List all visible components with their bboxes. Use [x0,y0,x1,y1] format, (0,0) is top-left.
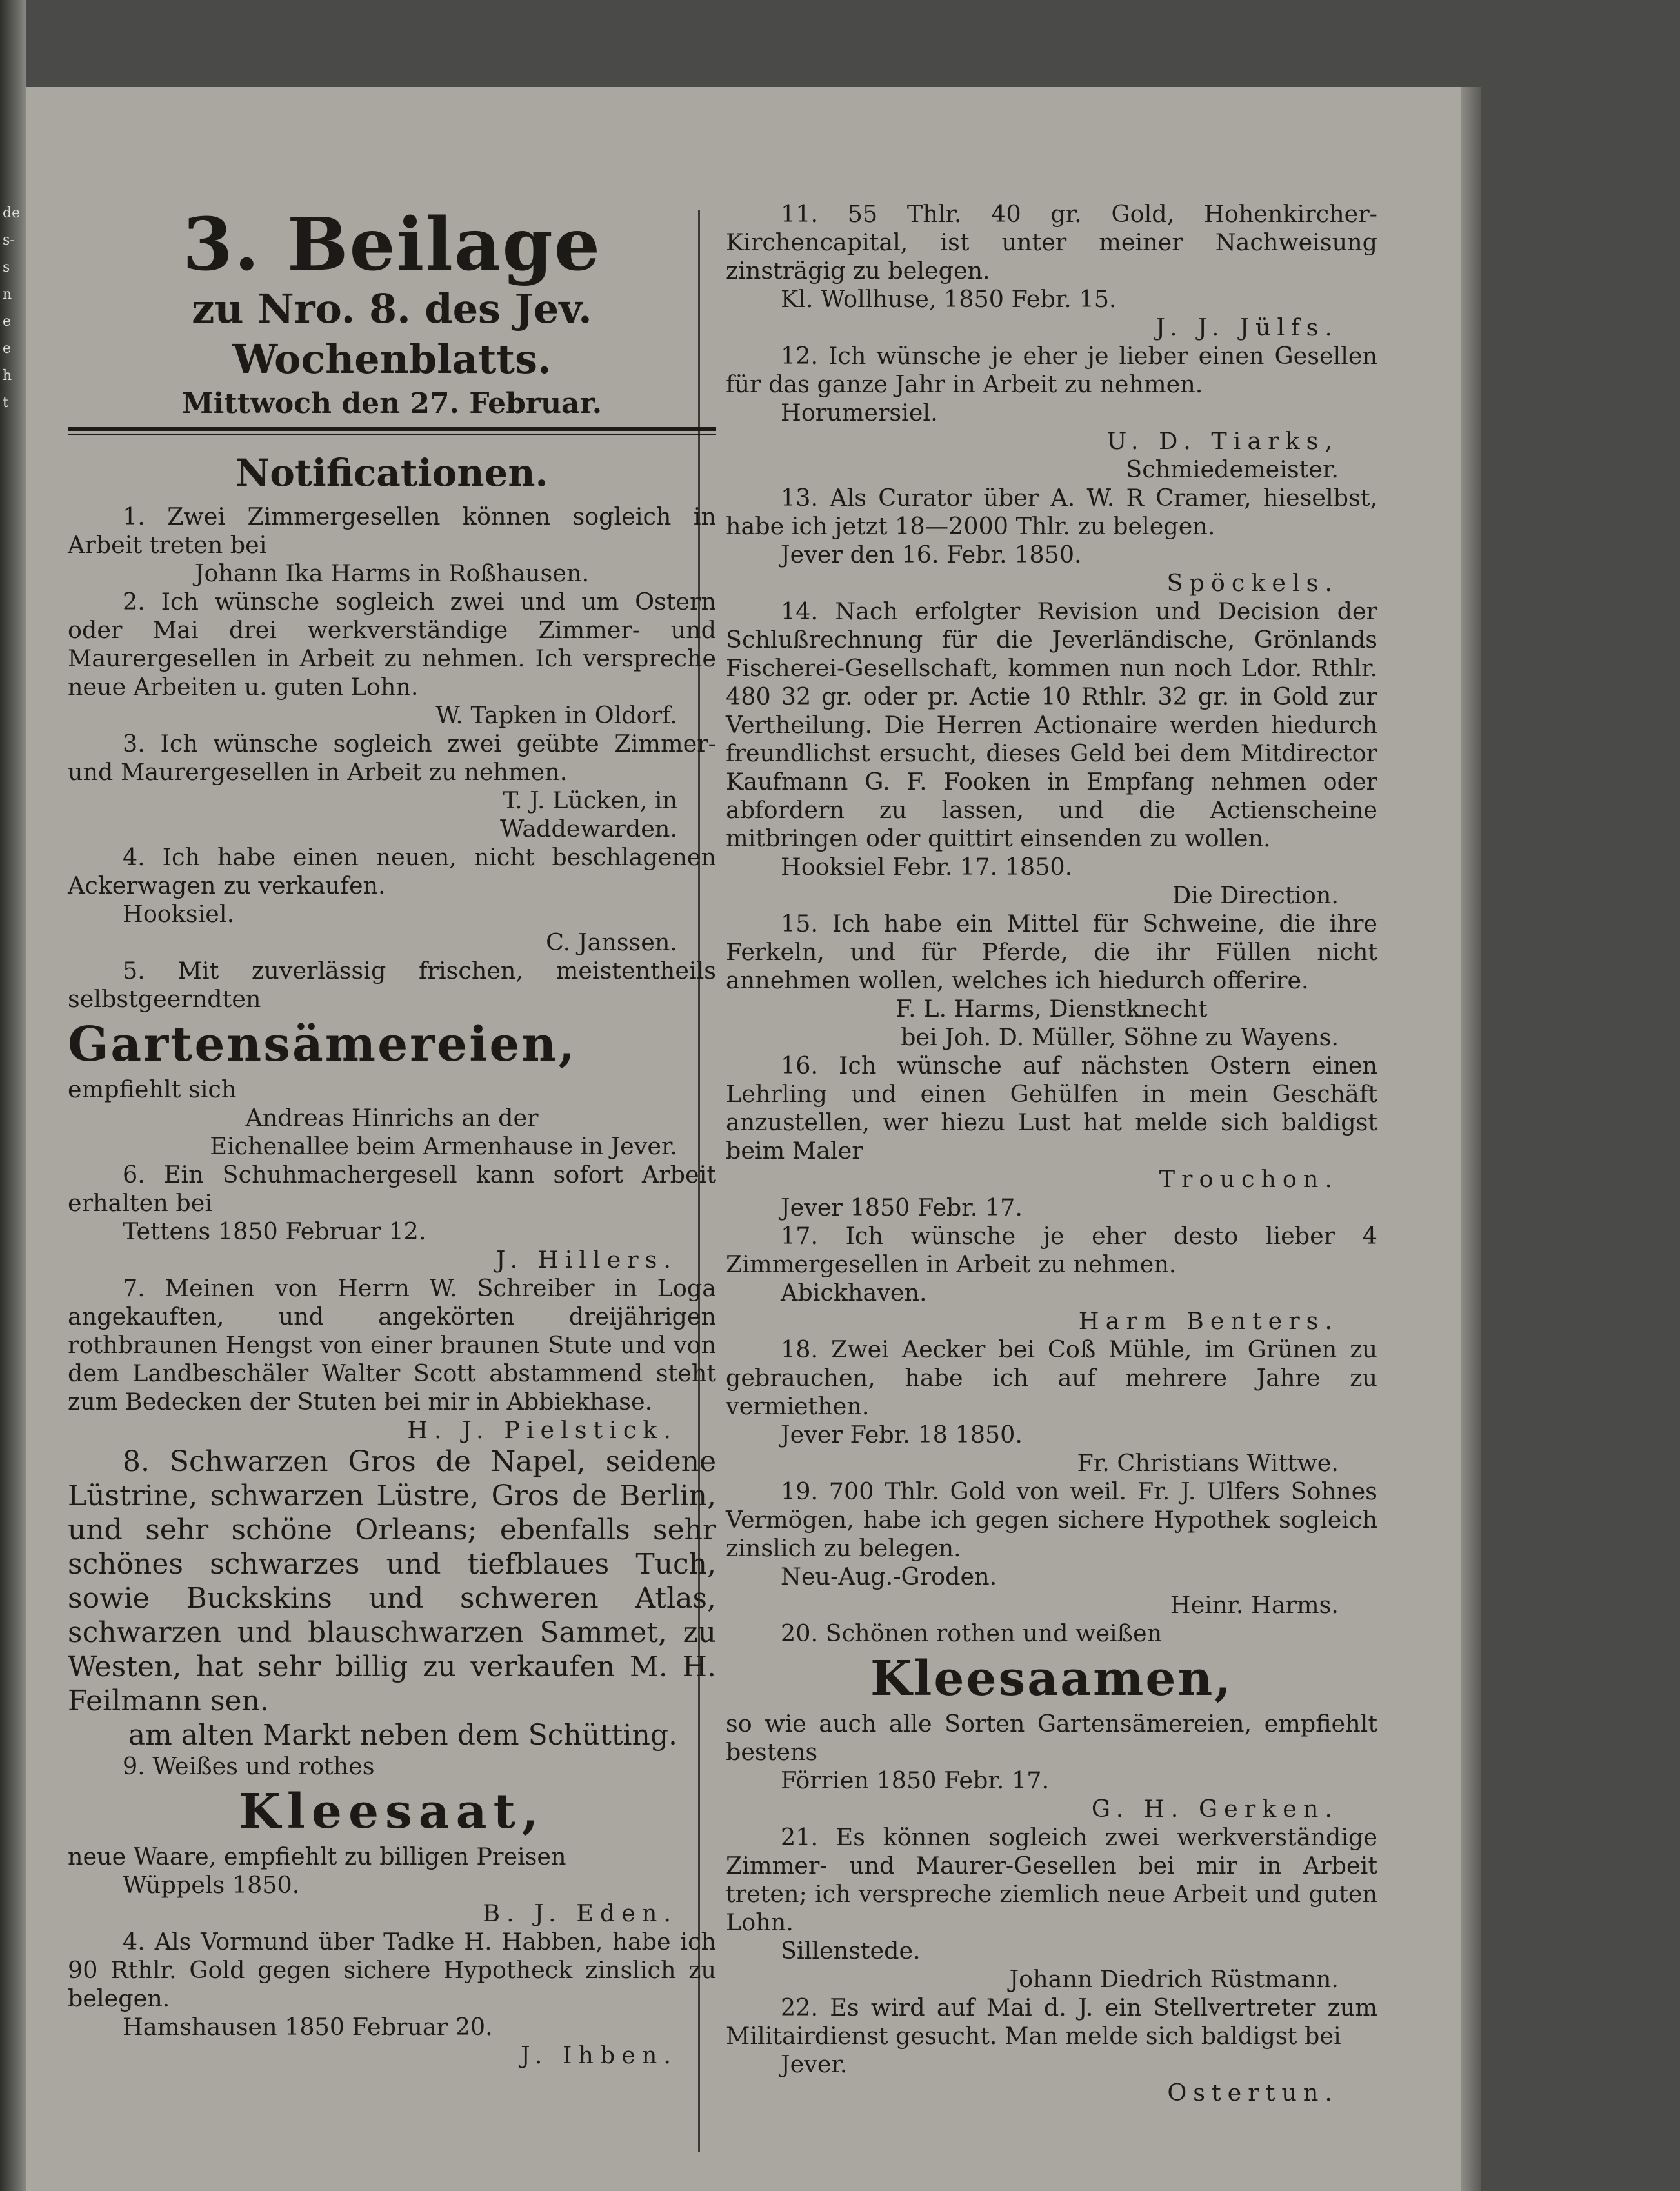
notice-14 [726,597,1377,910]
previous-page-edge [0,200,21,471]
notice-place: Wüppels 1850. [123,1871,300,1899]
edge-fragment: h [3,368,12,384]
notice-text: 20. Schönen rothen und weißen [781,1619,1163,1647]
page-title: 3. Beilage [182,203,602,287]
notice-place: Jever den 16. Febr. 1850. [781,541,1082,568]
notice-4 [68,843,716,957]
notice-signature: U. D. Tiarks, [1106,427,1339,455]
notice-text: 15. Ich habe ein Mittel für Schweine, die ihre Ferkeln, und für Pferde, die ihr Füllen nicht annehmen wollen, welches ich hiedurch offerire. [726,910,1377,994]
notice-13 [726,484,1377,597]
notice-text: 9. Weißes und rothes [123,1752,375,1780]
notice-signature: J. Ihben. [520,2041,677,2069]
notice-text: 6. Ein Schuhmachergesell kann sofort Arbeit erhalten bei [68,1161,716,1217]
notice-text: 11. 55 Thlr. 40 gr. Gold, Hohenkircher-Kirchencapital, ist unter meiner Nachweisung zinsträgig zu belegen. [726,200,1377,285]
notice-18 [726,1336,1377,1477]
notice-place: Förrien 1850 Febr. 17. [781,1766,1050,1794]
notice-signature: Spöckels. [1166,569,1339,597]
notice-text: 5. Mit zuverlässig frischen, meistentheils selbstgeerndten [68,957,716,1013]
notice-signature: Johann Diedrich Rüstmann. [1009,1965,1339,1993]
notice-3 [68,730,716,843]
notice-signature: Heinr. Harms. [1170,1591,1339,1619]
edge-fragment: t [3,395,8,411]
notice-place: Horumersiel. [781,399,938,426]
notice-text: neue Waare, empfiehlt zu billigen Preisen [68,1843,566,1870]
edge-fragment: s [3,259,10,275]
notice-5 [68,957,716,1161]
notice-signature: Trouchon. [1159,1165,1339,1193]
notice-text: empfiehlt sich [68,1075,237,1103]
notice-text: 19. 700 Thlr. Gold von weil. Fr. J. Ulfers Sohnes Vermögen, habe ich gegen sichere Hypothek sogleich zinslich zu belegen. [726,1477,1377,1562]
notice-17 [726,1222,1377,1336]
header-rule [68,427,716,435]
notice-signature: Harm Benters. [1078,1307,1339,1335]
issue-date: Mittwoch den 27. Februar. [181,387,603,420]
notice-15 [726,910,1377,1052]
notice-21 [726,1823,1377,1994]
edge-fragment: s- [3,232,15,248]
notice-1 [68,503,716,588]
notice-signature: H. J. Pielstick. [407,1416,677,1444]
notice-10 [68,1928,716,2070]
notice-place: Jever 1850 Febr. 17. [781,1194,1023,1221]
right-column [726,200,1377,2107]
notice-12 [726,342,1377,484]
notice-signature: Waddewarden. [500,815,677,843]
notice-text: 14. Nach erfolgter Revision und Decision der Schlußrechnung für die Jeverländische, Grönlands Fischerei-Gesellschaft, kommen nun noch Ldor. Rthlr. 480 32 gr. oder pr. Actie 10 Rthlr. 32 gr. in Gold zur Vertheilung. Die Herren Actionaire werden hiedurch freundlichst ersucht, dieses Geld bei dem Mitdirector Kaufmann G. F. Fooken in Empfang nehmen oder abfordern zu lassen, und die Actienscheine mitbringen oder quittirt einsenden zu wollen. [726,597,1377,852]
notice-11 [726,200,1377,342]
notice-22 [726,1994,1377,2107]
notice-signature: Johann Ika Harms in Roßhausen. [194,559,590,587]
page-edge [1461,87,1481,2191]
notice-text: 18. Zwei Aecker bei Coß Mühle, im Grünen zu gebrauchen, habe ich auf mehrere Jahre zu vermiethen. [726,1336,1377,1420]
notice-text: 17. Ich wünsche je eher desto lieber 4 Zimmergesellen in Arbeit zu nehmen. [726,1222,1377,1278]
notice-signature: am alten Markt neben dem Schütting. [128,1719,677,1752]
section-title: Notificationen. [235,451,548,495]
notice-signature: Andreas Hinrichs an der [245,1104,539,1132]
notice-text: 4. Als Vormund über Tadke H. Habben, habe ich 90 Rthlr. Gold gegen sichere Hypotheck zinslich zu belegen. [68,1928,716,2012]
notice-place: Sillenstede. [781,1937,921,1965]
notice-text: so wie auch alle Sorten Gartensämereien, empfiehlt bestens [726,1710,1377,1766]
newspaper-page [26,87,1461,2191]
notice-signature: Die Direction. [1172,881,1339,909]
notice-text: 8. Schwarzen Gros de Napel, seidene Lüstrine, schwarzen Lüstre, Gros de Berlin, und sehr schöne Orleans; ebenfalls sehr schönes schwarzes und tiefblaues Tuch, sowie Buckskins und schweren Atlas, schwarzen und blauschwarzen Sammet, zu Westen, hat sehr billig zu verkaufen M. H. Feilmann sen. [68,1445,716,1717]
notice-signature: J. J. Jülfs. [1155,314,1339,341]
notice-text: 3. Ich wünsche sogleich zwei geübte Zimmer- und Maurergesellen in Arbeit zu nehmen. [68,730,716,786]
notice-text: 16. Ich wünsche auf nächsten Ostern einen Lehrling und einen Gehülfen in mein Geschäft anzustellen, wer hiezu Lust hat melde sich baldigst beim Maler [726,1052,1377,1165]
notice-signature: Ostertun. [1167,2079,1339,2106]
notice-text: 12. Ich wünsche je eher je lieber einen Gesellen für das ganze Jahr in Arbeit zu nehmen. [726,342,1377,398]
notice-place: Hooksiel Febr. 17. 1850. [781,853,1073,881]
notice-signature: G. H. Gerken. [1091,1795,1339,1823]
notice-headline: Kleesaat, [239,1784,545,1839]
notice-signature: Eichenallee beim Armenhause in Jever. [210,1132,677,1160]
notice-place: Neu-Aug.-Groden. [781,1563,997,1590]
notice-signature: Schmiedemeister. [1126,455,1339,483]
notice-text: 22. Es wird auf Mai d. J. ein Stellvertreter zum Militairdienst gesucht. Man melde sich baldigst bei [726,1994,1377,2050]
notice-signature: F. L. Harms, Dienstknecht [895,995,1208,1023]
notice-16 [726,1052,1377,1222]
notice-20 [726,1619,1377,1823]
notice-text: 21. Es können sogleich zwei werkverständige Zimmer- und Maurer-Gesellen bei mir in Arbeit treten; ich verspreche ziemlich neue Arbeit und guten Lohn. [726,1823,1377,1936]
notice-place: Jever Febr. 18 1850. [781,1421,1023,1448]
notice-signature: J. Hillers. [495,1246,677,1274]
edge-fragment: n [3,286,12,303]
notice-headline: Gartensämereien, [68,1017,577,1072]
notice-text: 7. Meinen von Herrn W. Schreiber in Loga angekauften, und angekörten dreijährigen rothbraunen Hengst von einer braunen Stute und von dem Landbeschäler Walter Scott abstammend steht zum Bedecken der Stuten bei mir in Abbiekhase. [68,1274,716,1416]
notice-6 [68,1161,716,1274]
notice-place: Hamshausen 1850 Februar 20. [123,2013,493,2041]
notice-9 [68,1752,716,1928]
notice-signature: T. J. Lücken, in [503,786,677,814]
notice-place: Kl. Wollhuse, 1850 Febr. 15. [781,285,1117,313]
notice-signature: bei Joh. D. Müller, Söhne zu Wayens. [901,1023,1339,1051]
notice-text: 2. Ich wünsche sogleich zwei und um Ostern oder Mai drei werkverständige Zimmer- und Maurergesellen in Arbeit zu nehmen. Ich verspreche neue Arbeiten u. guten Lohn. [68,588,716,701]
notice-headline: Kleesaamen, [870,1651,1234,1706]
notice-text: 1. Zwei Zimmergesellen können sogleich in Arbeit treten bei [68,503,716,559]
notice-19 [726,1477,1377,1619]
notice-signature: C. Janssen. [546,928,677,956]
notice-8 [68,1445,716,1752]
page-subtitle: zu Nro. 8. des Jev. Wochenblatts. [192,285,592,383]
notice-signature: Fr. Christians Wittwe. [1077,1449,1339,1477]
notice-place: Hooksiel. [123,900,235,928]
notice-2 [68,588,716,730]
notice-place: Jever. [781,2050,848,2078]
notice-7 [68,1274,716,1445]
edge-fragment: de [3,205,21,221]
notice-place: Tettens 1850 Februar 12. [123,1217,426,1245]
notice-text: 13. Als Curator über A. W. R Cramer, hieselbst, habe ich jetzt 18—2000 Thlr. zu belegen. [726,484,1377,540]
notice-signature: W. Tapken in Oldorf. [435,701,677,729]
left-column [68,200,716,2070]
edge-fragment: e [3,341,12,357]
notice-place: Abickhaven. [781,1279,927,1306]
notice-signature: B. J. Eden. [483,1899,677,1927]
edge-fragment: e [3,314,12,330]
notice-text: 4. Ich habe einen neuen, nicht beschlagenen Ackerwagen zu verkaufen. [68,843,716,899]
